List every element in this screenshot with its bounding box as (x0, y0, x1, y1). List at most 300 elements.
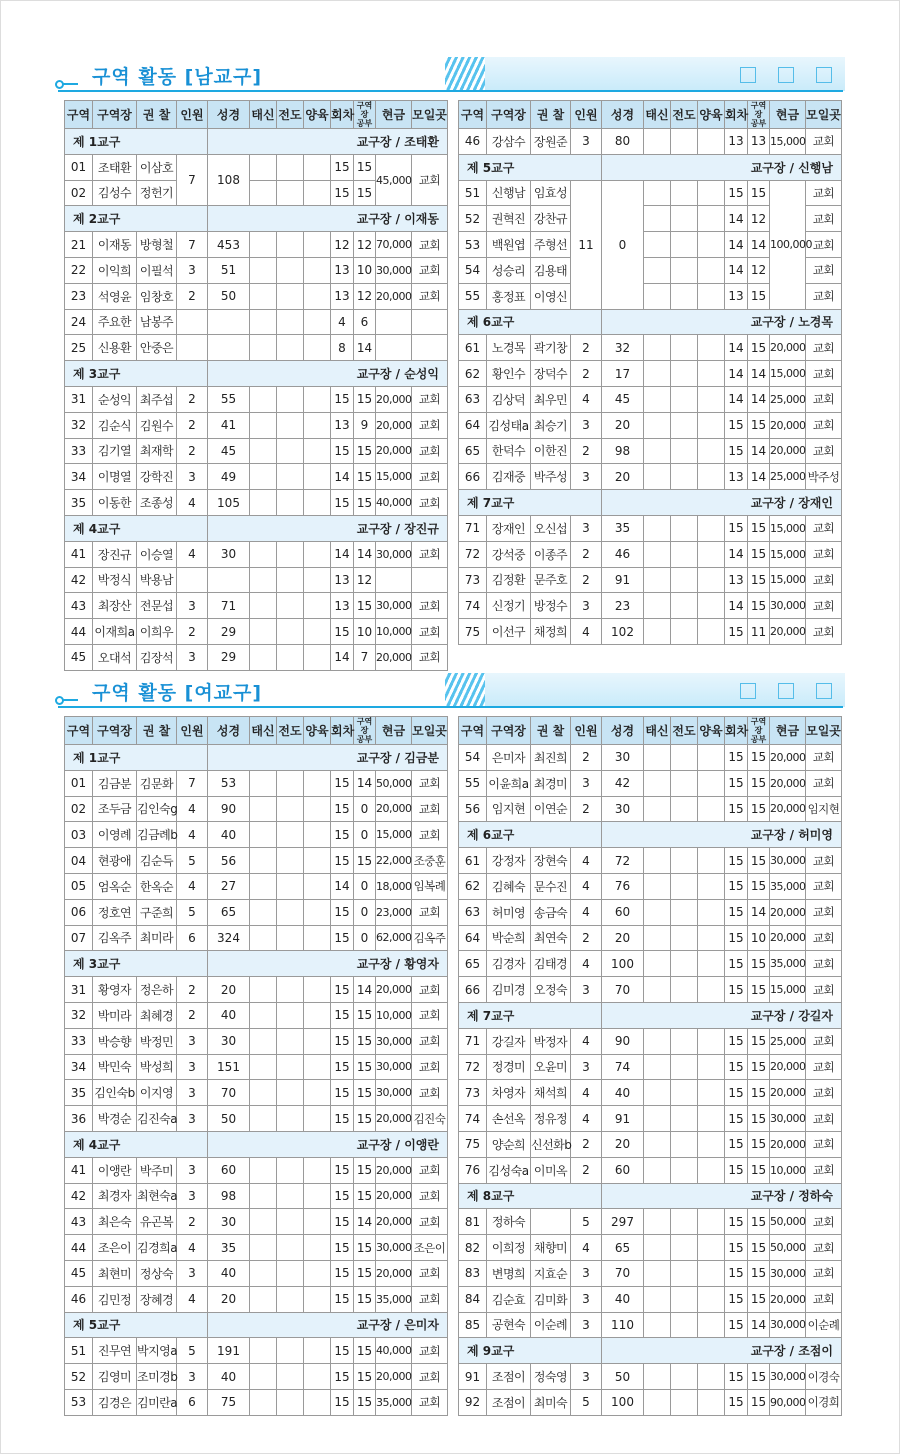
col-sessions: 15 (331, 619, 354, 645)
col-taesin (250, 796, 277, 822)
col-venue: 교회 (806, 412, 842, 438)
col-taesin (644, 206, 671, 232)
col-taesin (644, 1028, 671, 1054)
col-assistant: 김금례b (137, 822, 177, 848)
col-evangelism-header: 전도 (277, 101, 304, 129)
col-district: 64 (459, 412, 487, 438)
col-district: 64 (459, 925, 487, 951)
col-members: 3 (177, 1028, 208, 1054)
col-offering: 30,000 (770, 1106, 806, 1132)
table-row (65, 1260, 448, 1286)
district-group-row (459, 1002, 842, 1028)
col-members: 4 (177, 796, 208, 822)
col-study: 15 (354, 1183, 376, 1209)
col-evangelism (671, 770, 698, 796)
col-taesin (644, 335, 671, 361)
col-venue: 교회 (806, 1235, 842, 1261)
col-evangelism (671, 899, 698, 925)
table-row (65, 1157, 448, 1183)
col-nurture (304, 438, 331, 464)
table-row (65, 1389, 448, 1415)
col-district: 36 (65, 1106, 93, 1132)
col-offering: 20,000 (770, 745, 806, 771)
col-nurture (698, 1157, 725, 1183)
table-row (459, 873, 842, 899)
col-sessions: 15 (725, 515, 748, 541)
header-box-icons (740, 67, 832, 83)
col-leader: 조점이 (487, 1364, 531, 1390)
col-offering: 100,000 (770, 180, 806, 309)
col-sessions: 15 (725, 848, 748, 874)
col-sessions: 15 (725, 1235, 748, 1261)
col-sessions: 13 (725, 464, 748, 490)
col-leader: 조은이 (93, 1235, 137, 1261)
col-assistant: 박주미 (137, 1157, 177, 1183)
col-bible: 35 (602, 515, 644, 541)
col-offering: 20,000 (770, 438, 806, 464)
col-sessions: 13 (725, 283, 748, 309)
col-assistant: 김문화 (137, 770, 177, 796)
col-study: 15 (748, 1389, 770, 1415)
col-members: 5 (177, 1338, 208, 1364)
table-row (65, 438, 448, 464)
col-offering: 20,000 (770, 619, 806, 645)
col-district: 34 (65, 1054, 93, 1080)
col-members: 2 (571, 438, 602, 464)
col-nurture (304, 232, 331, 258)
col-offering: 20,000 (376, 1209, 412, 1235)
table-row (459, 1157, 842, 1183)
col-sessions: 15 (331, 386, 354, 412)
col-study: 15 (748, 1106, 770, 1132)
col-evangelism (671, 619, 698, 645)
col-sessions: 15 (725, 1209, 748, 1235)
col-district: 53 (65, 1389, 93, 1415)
col-study: 14 (748, 464, 770, 490)
col-members: 2 (177, 412, 208, 438)
col-sessions: 15 (331, 1106, 354, 1132)
col-offering: 30,000 (376, 1235, 412, 1261)
group-leader: 교구장 / 조점이 (602, 1338, 842, 1364)
col-members: 3 (571, 129, 602, 155)
col-taesin (250, 180, 277, 206)
table-row (65, 1002, 448, 1028)
col-members (177, 567, 208, 593)
col-assistant: 장현숙 (531, 848, 571, 874)
col-members: 2 (571, 1131, 602, 1157)
col-evangelism (671, 386, 698, 412)
header-dot-icon (55, 80, 64, 89)
col-taesin (250, 1235, 277, 1261)
col-members: 3 (177, 593, 208, 619)
col-offering: 35,000 (770, 873, 806, 899)
col-leader: 김미경 (487, 977, 531, 1003)
col-venue: 교회 (806, 1054, 842, 1080)
col-members: 4 (571, 1028, 602, 1054)
col-study: 14 (748, 232, 770, 258)
col-members: 4 (571, 951, 602, 977)
col-bible: 41 (208, 412, 250, 438)
section-women (0, 668, 900, 712)
col-bible: 32 (602, 335, 644, 361)
col-evangelism (671, 361, 698, 387)
col-assistant: 정은하 (137, 977, 177, 1003)
col-assistant: 지효순 (531, 1260, 571, 1286)
table-row (459, 1286, 842, 1312)
table-row (65, 822, 448, 848)
header-dash (62, 699, 78, 701)
col-leader: 정하숙 (487, 1209, 531, 1235)
col-offering: 35,000 (376, 1286, 412, 1312)
col-leader: 김상덕 (487, 386, 531, 412)
col-district: 31 (65, 386, 93, 412)
col-district: 31 (65, 977, 93, 1003)
col-evangelism (671, 1106, 698, 1132)
col-evangelism (277, 1235, 304, 1261)
col-evangelism (277, 1389, 304, 1415)
header-dot-icon (55, 696, 64, 705)
col-sessions: 15 (331, 1080, 354, 1106)
col-district: 76 (459, 1157, 487, 1183)
col-study: 15 (354, 1106, 376, 1132)
col-venue: 교회 (806, 1260, 842, 1286)
table-row (65, 412, 448, 438)
col-district: 72 (459, 541, 487, 567)
col-sessions: 15 (331, 822, 354, 848)
col-nurture (304, 848, 331, 874)
col-nurture (304, 567, 331, 593)
col-offering (376, 309, 412, 335)
col-district: 21 (65, 232, 93, 258)
col-leader-header: 구역장 (93, 717, 137, 745)
col-nurture (698, 951, 725, 977)
col-venue: 김옥주 (412, 925, 448, 951)
col-study: 15 (748, 873, 770, 899)
col-evangelism (277, 1028, 304, 1054)
col-assistant: 김진숙a (137, 1106, 177, 1132)
col-assistant: 채정희 (531, 619, 571, 645)
col-members: 3 (571, 1286, 602, 1312)
col-bible-header: 성경 (602, 717, 644, 745)
col-taesin (644, 770, 671, 796)
table-row (65, 848, 448, 874)
col-venue: 교회 (412, 899, 448, 925)
col-evangelism (277, 438, 304, 464)
col-evangelism (277, 977, 304, 1003)
col-offering-header: 현금 (376, 101, 412, 129)
table-row (459, 361, 842, 387)
col-evangelism (277, 770, 304, 796)
col-district: 55 (459, 770, 487, 796)
col-taesin-header: 태신 (250, 717, 277, 745)
col-taesin (250, 619, 277, 645)
col-taesin (644, 745, 671, 771)
col-members: 4 (571, 873, 602, 899)
col-evangelism (277, 796, 304, 822)
col-sessions: 14 (725, 335, 748, 361)
col-leader: 공현숙 (487, 1312, 531, 1338)
district-group-row (65, 951, 448, 977)
col-taesin (250, 644, 277, 670)
col-sessions: 15 (725, 1054, 748, 1080)
col-nurture (304, 180, 331, 206)
col-members: 7 (177, 154, 208, 206)
col-nurture (698, 361, 725, 387)
col-taesin (644, 283, 671, 309)
col-venue: 교회 (412, 593, 448, 619)
col-nurture (698, 1028, 725, 1054)
col-district: 05 (65, 873, 93, 899)
col-taesin (250, 848, 277, 874)
district-group-row (459, 154, 842, 180)
col-sessions: 15 (725, 438, 748, 464)
table-row (65, 1364, 448, 1390)
col-study: 12 (354, 232, 376, 258)
col-venue: 교회 (806, 257, 842, 283)
col-nurture (698, 232, 725, 258)
col-offering: 30,000 (770, 1260, 806, 1286)
col-taesin (644, 899, 671, 925)
col-offering: 30,000 (770, 593, 806, 619)
col-offering: 15,000 (376, 822, 412, 848)
col-leader: 정경미 (487, 1054, 531, 1080)
col-members: 3 (177, 257, 208, 283)
col-members: 4 (177, 541, 208, 567)
col-taesin (644, 593, 671, 619)
group-name: 제 5교구 (459, 154, 602, 180)
col-assistant: 강찬규 (531, 206, 571, 232)
col-study: 15 (748, 951, 770, 977)
col-venue: 교회 (412, 490, 448, 516)
col-evangelism (671, 1364, 698, 1390)
col-venue: 임지현 (806, 796, 842, 822)
col-taesin (644, 1209, 671, 1235)
col-district-header: 구역 (65, 717, 93, 745)
col-evangelism (277, 1260, 304, 1286)
col-venue: 교회 (412, 1364, 448, 1390)
col-study: 15 (748, 977, 770, 1003)
col-study: 15 (748, 593, 770, 619)
col-nurture (304, 822, 331, 848)
col-bible: 98 (208, 1183, 250, 1209)
col-nurture (304, 1002, 331, 1028)
col-district: 04 (65, 848, 93, 874)
col-evangelism (671, 1312, 698, 1338)
col-venue: 교회 (806, 1157, 842, 1183)
group-name: 제 5교구 (65, 1312, 208, 1338)
col-venue: 교회 (412, 438, 448, 464)
col-sessions: 15 (331, 1028, 354, 1054)
table-row (459, 335, 842, 361)
col-taesin (250, 490, 277, 516)
col-bible: 102 (602, 619, 644, 645)
col-study: 0 (354, 796, 376, 822)
col-taesin (644, 1260, 671, 1286)
col-venue: 교회 (806, 1131, 842, 1157)
col-study: 11 (748, 619, 770, 645)
col-assistant: 박정민 (137, 1028, 177, 1054)
col-leader: 김혜숙 (487, 873, 531, 899)
col-members: 4 (571, 1235, 602, 1261)
col-taesin (250, 1080, 277, 1106)
col-taesin-header: 태신 (644, 717, 671, 745)
col-assistant: 오신섭 (531, 515, 571, 541)
col-taesin (644, 1106, 671, 1132)
col-venue: 조중훈 (412, 848, 448, 874)
col-assistant: 장덕수 (531, 361, 571, 387)
header-line (58, 90, 843, 92)
col-taesin (250, 593, 277, 619)
col-leader: 이재동 (93, 232, 137, 258)
col-members: 3 (571, 412, 602, 438)
col-members: 4 (177, 1286, 208, 1312)
col-members: 3 (571, 1260, 602, 1286)
col-taesin (644, 1080, 671, 1106)
col-sessions: 15 (331, 1260, 354, 1286)
col-district: 75 (459, 619, 487, 645)
table-row (65, 1338, 448, 1364)
col-study: 14 (354, 541, 376, 567)
col-venue: 교회 (412, 644, 448, 670)
col-offering: 20,000 (376, 644, 412, 670)
col-assistant: 김미화 (531, 1286, 571, 1312)
group-leader: 교구장 / 이앵란 (208, 1131, 448, 1157)
table-row (65, 1235, 448, 1261)
col-nurture (698, 541, 725, 567)
col-venue: 교회 (412, 412, 448, 438)
col-nurture (304, 1028, 331, 1054)
col-sessions: 15 (331, 977, 354, 1003)
table-row (459, 1106, 842, 1132)
col-bible: 50 (602, 1364, 644, 1390)
col-bible: 29 (208, 619, 250, 645)
table-row (459, 593, 842, 619)
col-leader: 황인수 (487, 361, 531, 387)
col-assistant: 정숙영 (531, 1364, 571, 1390)
col-district: 91 (459, 1364, 487, 1390)
col-members: 3 (571, 1364, 602, 1390)
col-study: 15 (354, 1028, 376, 1054)
col-district: 55 (459, 283, 487, 309)
table-row (65, 796, 448, 822)
col-taesin (250, 232, 277, 258)
col-study: 14 (354, 977, 376, 1003)
col-study: 14 (748, 361, 770, 387)
col-district: 61 (459, 335, 487, 361)
col-taesin (644, 438, 671, 464)
table-row (65, 619, 448, 645)
table-row (65, 257, 448, 283)
col-evangelism (671, 1209, 698, 1235)
col-study-header: 구역장 공부 (354, 717, 376, 745)
col-bible: 50 (208, 283, 250, 309)
col-venue (412, 309, 448, 335)
col-venue: 교회 (412, 283, 448, 309)
col-taesin-header: 태신 (250, 101, 277, 129)
col-sessions: 15 (331, 438, 354, 464)
table-row (65, 1286, 448, 1312)
col-assistant-header: 권 찰 (137, 717, 177, 745)
col-offering: 20,000 (770, 925, 806, 951)
col-members: 4 (571, 386, 602, 412)
col-assistant: 이순례 (531, 1312, 571, 1338)
col-evangelism (277, 1209, 304, 1235)
col-leader: 김민정 (93, 1286, 137, 1312)
col-offering: 20,000 (376, 1157, 412, 1183)
col-assistant: 전문섭 (137, 593, 177, 619)
col-offering: 20,000 (376, 412, 412, 438)
col-venue: 교회 (806, 977, 842, 1003)
col-bible (208, 309, 250, 335)
col-taesin (250, 283, 277, 309)
col-evangelism (671, 515, 698, 541)
table-row (65, 567, 448, 593)
col-assistant: 임효성 (531, 180, 571, 206)
col-sessions-header: 회차 (331, 101, 354, 129)
group-leader: 교구장 / 이재동 (208, 206, 448, 232)
col-venue: 교회 (412, 386, 448, 412)
col-assistant: 김원수 (137, 412, 177, 438)
col-members: 11 (571, 180, 602, 309)
col-evangelism (277, 309, 304, 335)
col-assistant: 장혜경 (137, 1286, 177, 1312)
col-nurture (698, 180, 725, 206)
col-sessions: 15 (331, 925, 354, 951)
col-leader: 이재희a (93, 619, 137, 645)
col-taesin (644, 412, 671, 438)
col-nurture (698, 567, 725, 593)
col-nurture (698, 899, 725, 925)
col-members: 2 (571, 745, 602, 771)
col-bible: 100 (602, 1389, 644, 1415)
col-study: 15 (748, 848, 770, 874)
col-nurture (304, 1183, 331, 1209)
col-nurture (698, 1106, 725, 1132)
col-nurture (304, 873, 331, 899)
col-venue: 교회 (806, 745, 842, 771)
col-sessions: 14 (725, 257, 748, 283)
col-offering: 22,000 (376, 848, 412, 874)
col-leader: 엄옥순 (93, 873, 137, 899)
col-assistant: 최미숙 (531, 1389, 571, 1415)
col-bible: 70 (602, 977, 644, 1003)
col-nurture (304, 899, 331, 925)
table-row (65, 1209, 448, 1235)
col-leader: 이선구 (487, 619, 531, 645)
col-sessions: 15 (331, 1002, 354, 1028)
col-leader: 장재인 (487, 515, 531, 541)
col-sessions: 14 (725, 386, 748, 412)
col-assistant: 최진희 (531, 745, 571, 771)
col-evangelism (277, 257, 304, 283)
col-study: 15 (354, 1054, 376, 1080)
district-group-row (459, 1338, 842, 1364)
col-district: 72 (459, 1054, 487, 1080)
table-row (459, 1080, 842, 1106)
col-leader: 변명희 (487, 1260, 531, 1286)
col-bible: 42 (602, 770, 644, 796)
col-leader: 권혁진 (487, 206, 531, 232)
col-study: 6 (354, 309, 376, 335)
men-table-left (64, 100, 448, 671)
col-leader: 김성수 (93, 180, 137, 206)
table-row (65, 925, 448, 951)
col-sessions: 15 (725, 796, 748, 822)
col-bible: 20 (208, 977, 250, 1003)
col-sessions: 15 (725, 1312, 748, 1338)
col-bible: 74 (602, 1054, 644, 1080)
col-taesin (644, 180, 671, 206)
